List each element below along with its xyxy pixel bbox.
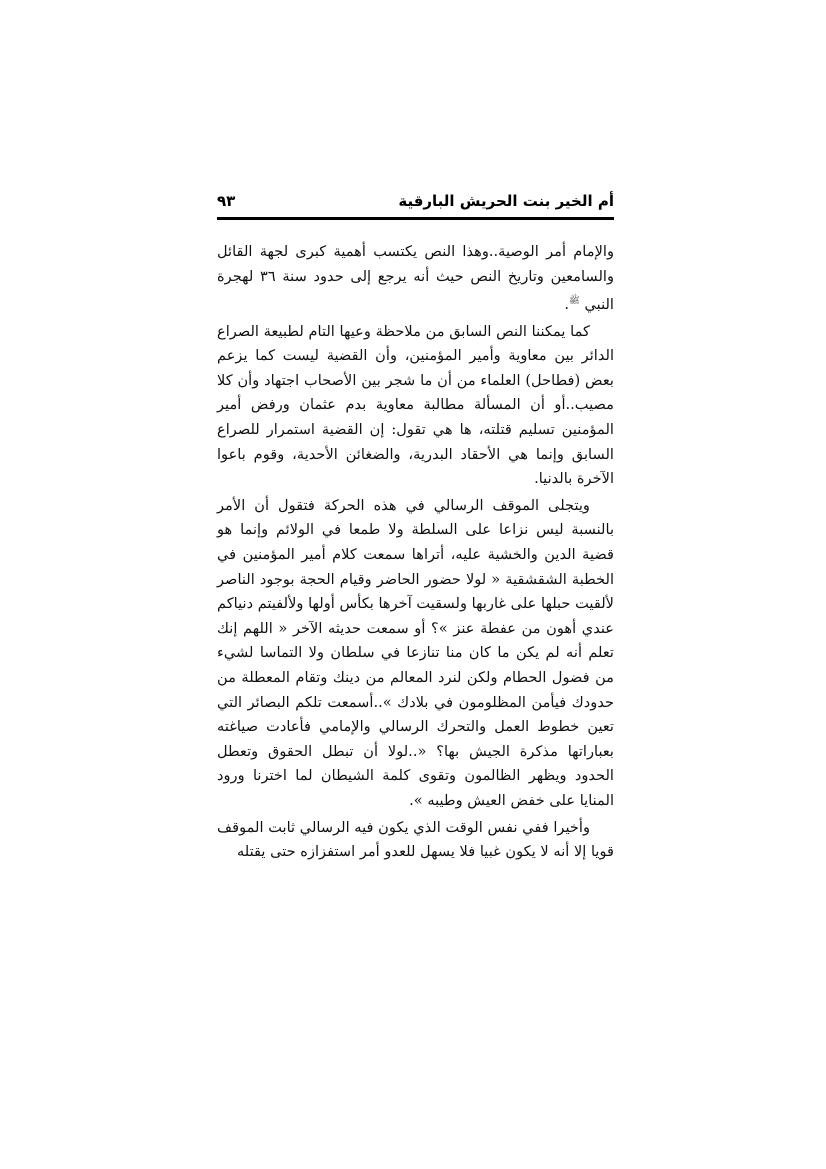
paragraph-3: ويتجلى الموقف الرسالي في هذه الحركة فتقول أن الأمر بالنسبة ليس نزاعا على السلطة ولا طمعا في الولائم وإنما هو قضية الدين والخشية عليه، أتراها سمعت كلام أمير المؤمنين في الخطبة الشقشقية « لولا حضور الحاضر وقيام الحجة بوجود الناصر لألقيت حبلها على غاربها ولسقيت آخرها بكأس أولها ولألفيتم دنياكم عندي أهون من عفطة عنز »؟ أو سمعت حديثه الآخر « اللهم إنك تعلم أنه لم يكن ما كان منا تنازعا في سلطان ولا التماسا لشيء من فضول الحطام ولكن لنرد المعالم من دينك وتقام المعطلة من حدودك فيأمن المظلومون في بلادك »..أسمعت تلكم البصائر التي تعين خطوط العمل والتحرك الرسالي والإمامي فأعادت صياغته بعباراتها مذكرة الجيش بها؟ «..لولا أن تبطل الحقوق وتعطل الحدود ويظهر الظالمون وتقوى كلمة الشيطان لما اخترنا ورود المنايا على خفض العيش وطيبه ». bbox=[217, 496, 614, 809]
body-text bbox=[217, 240, 614, 867]
page-number: ٩٣ bbox=[217, 192, 236, 210]
paragraph-1-end: . bbox=[564, 296, 569, 314]
chapter-title: أم الخير بنت الحريش البارقية bbox=[398, 192, 614, 210]
header-divider-rule bbox=[217, 217, 614, 220]
paragraph-1-text: والإمام أمر الوصية..وهذا النص يكتسب أهمية كبرى لجهة القائل والسامعين وتاريخ النص حيث أنه يرجع إلى حدود سنة ٣٦ لهجرة النبي bbox=[217, 243, 615, 314]
paragraph-4: وأخيرا ففي نفس الوقت الذي يكون فيه الرسالي ثابت الموقف قويا إلا أنه لا يكون غبيا فلا يسهل للعدو أمر استفزازه حتى يقتله bbox=[217, 818, 614, 861]
running-header bbox=[217, 190, 614, 216]
paragraph-2: كما يمكننا النص السابق من ملاحظة وعيها التام لطبيعة الصراع الدائر بين معاوية وأمير المؤمنين، وأن القضية ليست كما يزعم بعض (فطاحل) العلماء من أن ما شجر بين الأصحاب اجتهاد وأن كلا مصيب..أو أن المسألة مطالبة معاوية بدم عثمان ورفض أمير المؤمنين تسليم قتلته، ها هي تقول: إن القضية استمرار للصراع السابق وإنما هي الأحقاد البدرية، والضغائن الأحدية، وقوم باعوا الآخرة بالدنيا. bbox=[217, 322, 614, 488]
paragraph-1 bbox=[217, 240, 614, 318]
salawat-honorific-icon: ﷺ bbox=[569, 296, 580, 307]
